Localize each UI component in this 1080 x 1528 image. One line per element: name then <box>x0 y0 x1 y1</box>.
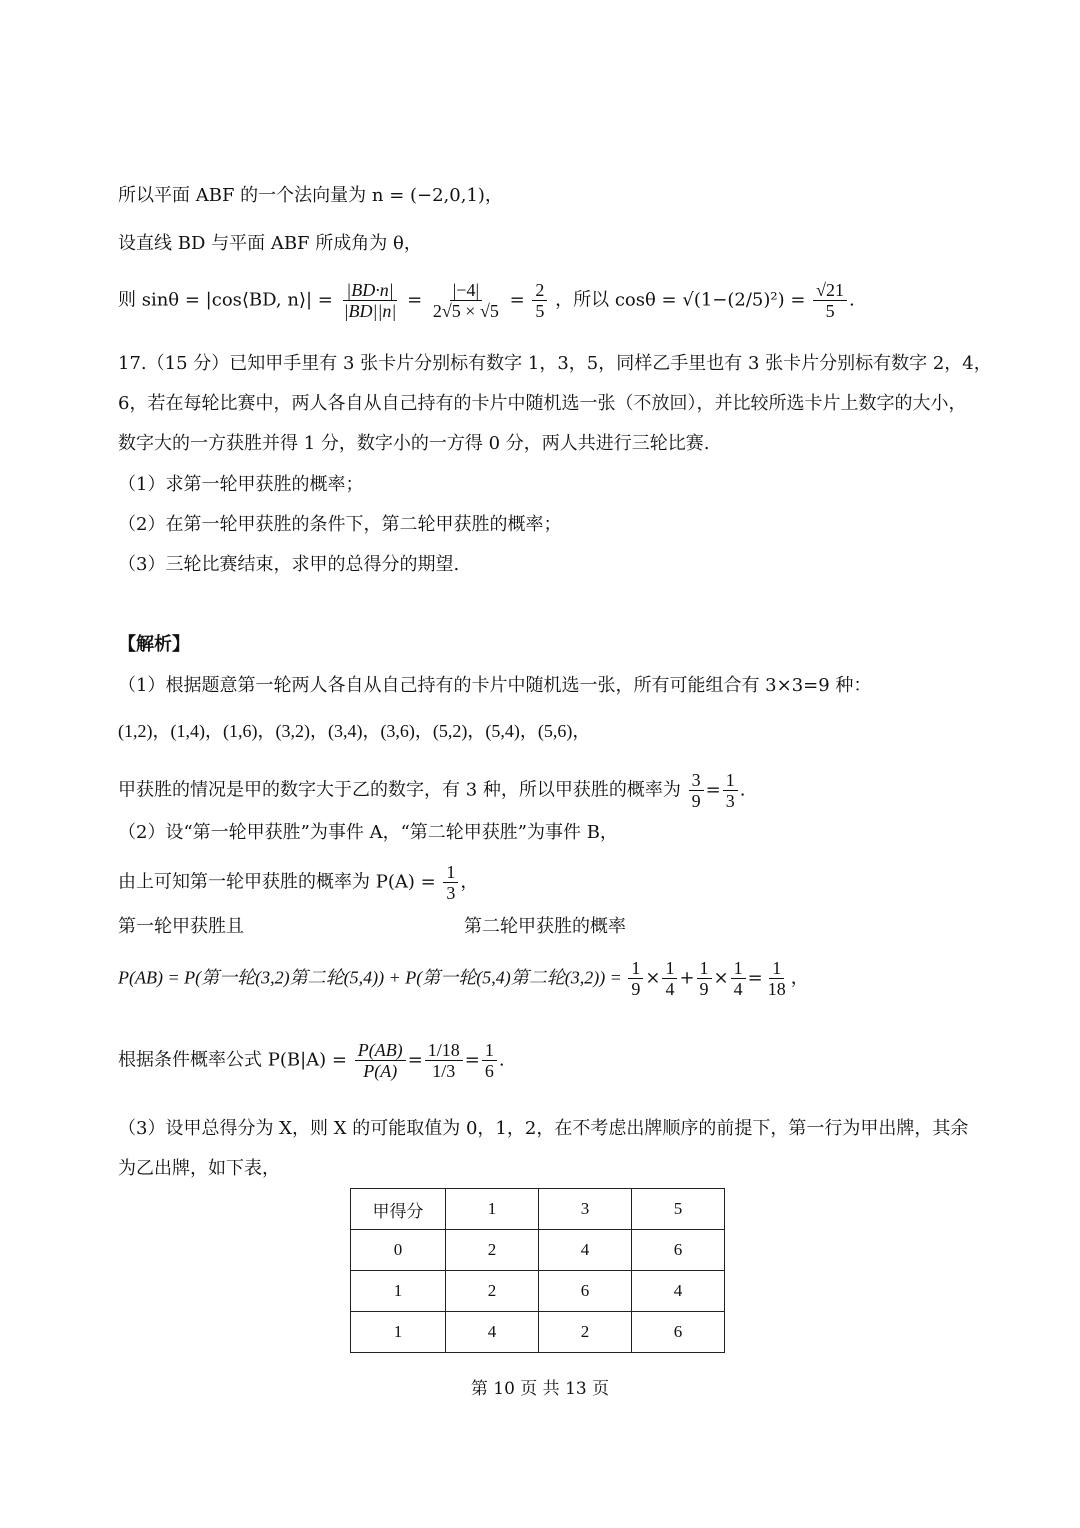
question-17-line-2: 6，若在每轮比赛中，两人各自从自己持有的卡片中随机选一张（不放回），并比较所选卡片上数字的大小， <box>118 393 967 414</box>
table-cell: 6 <box>539 1271 632 1312</box>
table-cell: 3 <box>539 1189 632 1230</box>
formula-sin-theta: 则 sinθ = |cos⟨BD, n⟩| = $\frac{|BD\cdot n|}{|BD||n|}$ = $\frac{|-4|}{2√5 \times √5}$ = $\frac{2}{5}$ ，所以 cosθ = √(1−(2/5)²) = $\frac{√21}{5}$ . <box>118 280 855 321</box>
table-cell: 6 <box>632 1230 725 1271</box>
question-17-line-1: 17.（15 分）已知甲手里有 3 张卡片分别标有数字 1，3，5，同样乙手里也有 3 张卡片分别标有数字 2，4， <box>118 353 992 374</box>
fraction: $\frac{1}{18}$ <box>767 958 786 999</box>
table-row <box>351 1230 725 1271</box>
table-cell: 1 <box>351 1312 446 1353</box>
formula-text: ，所以 cosθ = √(1−(2/5)²) = <box>555 289 812 311</box>
formula-text: 根据条件概率公式 P(B|A) = <box>118 1049 353 1071</box>
fraction: $\frac{|BD\cdot n|}{|BD||n|}$ <box>343 280 397 321</box>
table-cell: 4 <box>539 1230 632 1271</box>
solution-2-pab: P(AB) = P(第一轮(3,2)第二轮(5,4)) + P(第一轮(5,4)第二轮(3,2)) = $\frac{1}{9}$ × $\frac{1}{4}$ + $\frac{1}{9}$ × $\frac{1}{4}$ = $\frac{1}{18}$ ， <box>118 958 809 999</box>
fraction: $\frac{3}{9}$ <box>689 770 704 811</box>
fraction: $\frac{1}{9}$ <box>628 958 643 999</box>
table-header-row <box>351 1189 725 1230</box>
solution-2-events: （2）设“第一轮甲获胜”为事件 A，“第二轮甲获胜”为事件 B， <box>118 822 618 843</box>
table-cell: 4 <box>632 1271 725 1312</box>
solution-3-line-2: 为乙出牌，如下表， <box>118 1158 280 1179</box>
table-cell: 2 <box>446 1230 539 1271</box>
solution-3-line-1: （3）设甲总得分为 X，则 X 的可能取值为 0，1，2，在不考虑出牌顺序的前提下，第一行为甲出牌，其余 <box>118 1118 969 1139</box>
caption-right: 第二轮甲获胜的概率 <box>464 916 626 937</box>
table-cell: 6 <box>632 1312 725 1353</box>
formula-text: 由上可知第一轮甲获胜的概率为 P(A) = <box>118 871 442 893</box>
table-cell: 2 <box>539 1312 632 1353</box>
table-row <box>351 1271 725 1312</box>
table-cell: 0 <box>351 1230 446 1271</box>
fraction: $\frac{P(AB)}{P(A)}$ <box>355 1040 406 1081</box>
question-17-line-3: 数字大的一方获胜并得 1 分，数字小的一方得 0 分，两人共进行三轮比赛. <box>118 433 710 454</box>
text-line-angle: 设直线 BD 与平面 ABF 所成角为 θ， <box>118 233 422 254</box>
sub-question-3: （3）三轮比赛结束，求甲的总得分的期望. <box>118 554 460 575</box>
table-cell: 1 <box>351 1271 446 1312</box>
table-row <box>351 1312 725 1353</box>
fraction: $\frac{1}{3}$ <box>443 862 458 903</box>
solution-1-probability: 甲获胜的情况是甲的数字大于乙的数字，有 3 种，所以甲获胜的概率为 $\frac{3}{9}$ = $\frac{1}{3}$ . <box>118 770 746 811</box>
table-cell: 2 <box>446 1271 539 1312</box>
sub-question-1: （1）求第一轮甲获胜的概率； <box>118 474 364 495</box>
fraction: $\frac{1/18}{1/3}$ <box>425 1040 463 1081</box>
table-cell: 甲得分 <box>351 1189 446 1230</box>
solution-2-pa: 由上可知第一轮甲获胜的概率为 P(A) = $\frac{1}{3}$ ， <box>118 862 479 903</box>
analysis-heading: 【解析】 <box>118 634 190 655</box>
solution-1-combinations: (1,2)，(1,4)，(1,6)，(3,2)，(3,4)，(3,6)，(5,2)，(5,4)，(5,6)， <box>118 721 591 741</box>
page-number-footer: 第 10 页 共 13 页 <box>470 1379 610 1399</box>
fraction: $\frac{√21}{5}$ <box>813 280 847 321</box>
solution-1-text: （1）根据题意第一轮两人各自从自己持有的卡片中随机选一张，所有可能组合有 3×3=9 种： <box>118 675 872 696</box>
sub-question-2: （2）在第一轮甲获胜的条件下，第二轮甲获胜的概率； <box>118 514 562 535</box>
score-table <box>350 1188 725 1353</box>
formula-text: 甲获胜的情况是甲的数字大于乙的数字，有 3 种，所以甲获胜的概率为 <box>118 779 681 801</box>
solution-2-conditional: 根据条件概率公式 P(B|A) = $\frac{P(AB)}{P(A)}$ = $\frac{1/18}{1/3}$ = $\frac{1}{6}$ . <box>118 1040 505 1081</box>
caption-left: 第一轮甲获胜且 <box>118 916 244 937</box>
formula-text: P(AB) = P(第一轮(3,2)第二轮(5,4)) + P(第一轮(5,4)第二轮(3,2)) = <box>118 967 627 988</box>
solution-2-caption <box>118 914 626 940</box>
table-cell: 1 <box>446 1189 539 1230</box>
fraction: $\frac{1}{3}$ <box>723 770 738 811</box>
table-cell: 4 <box>446 1312 539 1353</box>
formula-text: 则 sinθ = |cos⟨BD, n⟩| = <box>118 289 339 311</box>
fraction: $\frac{1}{4}$ <box>662 958 677 999</box>
fraction: $\frac{1}{9}$ <box>697 958 712 999</box>
text-line-normal-vector: 所以平面 ABF 的一个法向量为 n = (−2,0,1)， <box>118 185 503 206</box>
fraction: $\frac{1}{6}$ <box>482 1040 497 1081</box>
fraction: $\frac{|-4|}{2√5 \times √5}$ <box>432 280 499 321</box>
fraction: $\frac{2}{5}$ <box>532 280 547 321</box>
fraction: $\frac{1}{4}$ <box>731 958 746 999</box>
table-cell: 5 <box>632 1189 725 1230</box>
